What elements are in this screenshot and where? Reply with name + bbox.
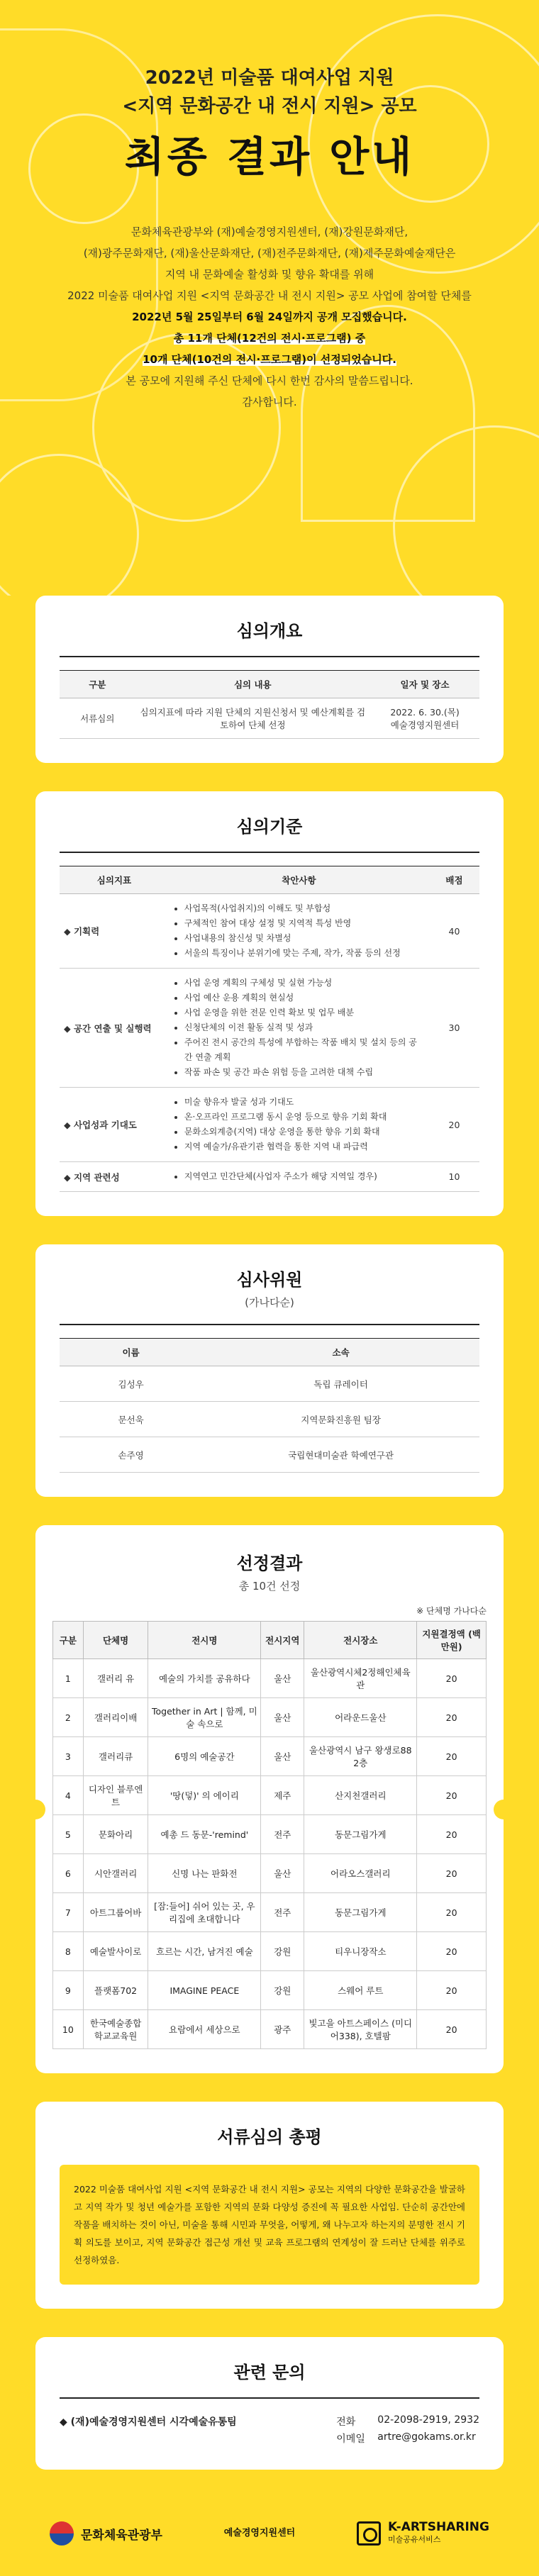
intro-line: 감사합니다. [242, 396, 297, 408]
overview-table [60, 670, 479, 739]
table-header: 심의 내용 [135, 671, 371, 698]
result-no: 2 [53, 1698, 84, 1737]
table-header: 구분 [53, 1622, 84, 1659]
table-header: 배점 [429, 866, 479, 894]
jury-org: 국립현대미술관 학예연구관 [202, 1437, 479, 1473]
criteria-score: 10 [429, 1162, 479, 1192]
result-title: [잠:들어] 쉬어 있는 곳, 우리집에 초대합니다 [148, 1893, 261, 1932]
table-row [53, 1971, 487, 2010]
result-amount: 20 [417, 1815, 487, 1854]
table-row [53, 1815, 487, 1854]
result-region: 울산 [261, 1659, 304, 1698]
table-row [53, 1737, 487, 1776]
email-label: 이메일 [336, 2433, 365, 2445]
criteria-item: • 주어진 전시 공간의 특성에 부합하는 작품 배치 및 설치 등의 공간 연출 계획 [184, 1035, 425, 1065]
decor-shape [393, 425, 539, 596]
section-title: 심사위원 [236, 1270, 303, 1290]
section-subtitle: (가나다순) [245, 1296, 294, 1309]
result-org: 한국예술종합 학교교육원 [83, 2010, 148, 2049]
result-no: 6 [53, 1854, 84, 1893]
results-card [35, 1525, 504, 2073]
result-no: 5 [53, 1815, 84, 1854]
result-title: 신명 나는 판화전 [148, 1854, 261, 1893]
result-org: 디자인 블루엔트 [83, 1776, 148, 1815]
criteria-score: 30 [429, 969, 479, 1088]
jury-card [35, 1244, 504, 1497]
table-header: 전시명 [148, 1622, 261, 1659]
table-row [60, 1366, 479, 1402]
result-place: 어라운드울산 [304, 1698, 417, 1737]
table-cell: 서류심의 [60, 698, 135, 739]
section-title: 선정결과 [236, 1554, 303, 1573]
criteria-item: • 작품 파손 및 공간 파손 위험 등을 고려한 대책 수립 [184, 1065, 425, 1080]
result-title: 예술의 가치를 공유하다 [148, 1659, 261, 1698]
intro-line: 총 11개 단체(12건의 전시·프로그램) 중 [173, 332, 366, 345]
result-org: 갤러리큐 [83, 1737, 148, 1776]
result-no: 1 [53, 1659, 84, 1698]
table-header: 단체명 [83, 1622, 148, 1659]
table-row [60, 894, 479, 969]
section-title: 심의기준 [236, 817, 303, 837]
result-place: 빛고을 아트스페이스 (미디어338), 호텔팜 [304, 2010, 417, 2049]
intro-line: 10개 단체(10건의 전시·프로그램)이 선정되었습니다. [143, 353, 396, 366]
table-row [53, 1893, 487, 1932]
result-amount: 20 [417, 1737, 487, 1776]
section-title: 서류심의 총평 [217, 2127, 322, 2147]
criteria-score: 40 [429, 894, 479, 969]
intro-line: (재)광주문화재단, (재)울산문화재단, (재)전주문화재단, (재)제주문화예술재단은 [83, 247, 456, 260]
criteria-item: • 지역 예술가/유관기관 협력을 통한 지역 내 파급력 [184, 1139, 425, 1154]
intro-line: 2022년 5월 25일부터 6월 24일까지 공개 모집했습니다. [132, 311, 407, 323]
table-row [60, 1088, 479, 1162]
result-title: 요람에서 세상으로 [148, 2010, 261, 2049]
jury-org: 독립 큐레이터 [202, 1366, 479, 1402]
results-table [52, 1621, 487, 2049]
gokams-name: 예술경영지원센터 [223, 2528, 296, 2538]
intro-text [0, 221, 539, 413]
result-place: 어라오스갤러리 [304, 1854, 417, 1893]
page-title: 최종 결과 안내 [124, 133, 415, 181]
overview-date: 2022. 6. 30.(목) [390, 707, 460, 718]
criteria-item: • 문화소외계층(지역) 대상 운영을 통한 향유 기회 확대 [184, 1125, 425, 1139]
result-amount: 20 [417, 1698, 487, 1737]
table-row [60, 1162, 479, 1192]
result-org: 아트그룹어바 [83, 1893, 148, 1932]
criteria-item: • 사업 예산 운용 계획의 현실성 [184, 991, 425, 1005]
table-header: 전시장소 [304, 1622, 417, 1659]
contact-card [35, 2337, 504, 2470]
intro-line: 지역 내 문화예술 활성화 및 향유 확대를 위해 [165, 268, 374, 281]
result-region: 울산 [261, 1737, 304, 1776]
table-row [53, 1932, 487, 1971]
result-region: 전주 [261, 1893, 304, 1932]
table-header: 착안사항 [169, 866, 429, 894]
gokams-logo [224, 2527, 295, 2540]
table-row [60, 1402, 479, 1437]
result-region: 전주 [261, 1815, 304, 1854]
result-region: 울산 [261, 1698, 304, 1737]
table-row [53, 1776, 487, 1815]
result-title: Together in Art | 함께, 미술 속으로 [148, 1698, 261, 1737]
jury-name: 김성우 [60, 1366, 202, 1402]
result-org: 갤러리 유 [83, 1659, 148, 1698]
k-artsharing-icon [357, 2521, 381, 2546]
result-org: 문화아리 [83, 1815, 148, 1854]
criteria-name: ◆ 지역 관련성 [60, 1162, 169, 1192]
table-header: 구분 [60, 671, 135, 698]
table-row [60, 698, 479, 739]
result-region: 강원 [261, 1971, 304, 2010]
result-org: 시안갤러리 [83, 1854, 148, 1893]
result-place: 동문그림가게 [304, 1815, 417, 1854]
contact-org: ◆ (재)예술경영지원센터 시각예술유통팀 [60, 2416, 237, 2428]
result-title: 예총 드 동문-'remind' [148, 1815, 261, 1854]
result-org: 갤러리이배 [83, 1698, 148, 1737]
result-no: 10 [53, 2010, 84, 2049]
footer [0, 2491, 539, 2576]
mcst-logo [50, 2521, 162, 2546]
criteria-item: • 사업 운영 계획의 구체성 및 실현 가능성 [184, 976, 425, 991]
ks-main: K-ARTSHARING [387, 2520, 489, 2534]
jury-name: 문선욱 [60, 1402, 202, 1437]
result-no: 7 [53, 1893, 84, 1932]
result-org: 예술발사이로 [83, 1932, 148, 1971]
result-amount: 20 [417, 1932, 487, 1971]
criteria-card [35, 791, 504, 1216]
ks-sub: 미술공유서비스 [387, 2535, 441, 2544]
result-org: 플랫폼702 [83, 1971, 148, 2010]
criteria-table [60, 866, 479, 1192]
table-header: 소속 [202, 1339, 479, 1366]
intro-line: 본 공모에 지원해 주신 단체에 다시 한번 감사의 말씀드립니다. [126, 374, 413, 387]
section-title: 관련 문의 [233, 2363, 306, 2382]
result-title: 6명의 예술공간 [148, 1737, 261, 1776]
criteria-item: • 미술 향유자 발굴 성과 기대도 [184, 1095, 425, 1110]
result-region: 광주 [261, 2010, 304, 2049]
table-header: 이름 [60, 1339, 202, 1366]
jury-org: 지역문화진흥원 팀장 [202, 1402, 479, 1437]
section-title: 심의개요 [236, 621, 303, 641]
table-row [53, 1659, 487, 1698]
taegeuk-icon [50, 2521, 74, 2546]
phone-label: 전화 [336, 2416, 356, 2428]
result-place: 산지천갤러리 [304, 1776, 417, 1815]
table-header: 전시지역 [261, 1622, 304, 1659]
result-no: 3 [53, 1737, 84, 1776]
criteria-item: • 지역연고 민간단체(사업자 주소가 해당 지역일 경우) [184, 1169, 425, 1184]
result-region: 울산 [261, 1854, 304, 1893]
criteria-name: ◆ 공간 연출 및 실행력 [60, 969, 169, 1088]
section-subtitle: 총 10건 선정 [238, 1580, 301, 1593]
table-row [53, 1854, 487, 1893]
table-header: 지원결정액 (백만원) [417, 1622, 487, 1659]
table-cell: 심의지표에 따라 지원 단체의 지원신청서 및 예산계획를 검토하여 단체 선정 [135, 698, 371, 739]
result-no: 9 [53, 1971, 84, 2010]
header-line-1: 2022년 미술품 대여사업 지원 [145, 67, 394, 89]
summary-card [35, 2102, 504, 2309]
summary-text: 2022 미술품 대여사업 지원 <지역 문화공간 내 전시 지원> 공모는 지역의 다양한 문화공간을 발굴하고 지역 작가 및 청년 예술가를 포함한 지역의 문화 다양성 증진에 꼭 필요한 사업임. 단순히 공간안에 작품을 배치하는 것이 아닌, 미술을 통해 시민과 무엇을, 어떻게, 왜 나누고자 하는지의 분명한 전시 기획 의도를 보이고, 지역 문화공간 접근성 개선 및 교육 프로그램의 연계성이 잘 드러난 단체를 위주로 선정하였음. [60, 2165, 479, 2285]
result-no: 8 [53, 1932, 84, 1971]
jury-name: 손주영 [60, 1437, 202, 1473]
result-amount: 20 [417, 1854, 487, 1893]
result-amount: 20 [417, 1893, 487, 1932]
result-amount: 20 [417, 1776, 487, 1815]
hero [0, 0, 539, 596]
k-artsharing-logo [357, 2521, 489, 2546]
result-place: 티우니장작소 [304, 1932, 417, 1971]
criteria-item: • 구체적인 참여 대상 설정 및 지역적 특성 반영 [184, 916, 425, 931]
result-place: 동문그림가게 [304, 1893, 417, 1932]
result-title: '땅(덯)' 의 에이리 [148, 1776, 261, 1815]
result-place: 울산광역시 남구 왕생로88 2층 [304, 1737, 417, 1776]
table-row [53, 1698, 487, 1737]
criteria-score: 20 [429, 1088, 479, 1162]
criteria-name: ◆ 기획력 [60, 894, 169, 969]
email-value[interactable]: artre@gokams.or.kr [377, 2431, 476, 2443]
criteria-item: • 사업 운영을 위한 전문 인력 확보 및 업무 배분 [184, 1005, 425, 1020]
table-cell [370, 698, 479, 739]
criteria-item: • 사업목적(사업취지)의 이해도 및 부합성 [184, 901, 425, 916]
overview-card [35, 596, 504, 763]
result-title: 흐르는 시간, 남겨진 예술 [148, 1932, 261, 1971]
decor-shape [0, 454, 139, 596]
criteria-item: • 신청단체의 이전 활동 실적 및 성과 [184, 1020, 425, 1035]
criteria-item: • 사업내용의 참신성 및 차별성 [184, 931, 425, 946]
result-amount: 20 [417, 1971, 487, 2010]
table-row [60, 1437, 479, 1473]
criteria-item: • 온·오프라인 프로그램 동시 운영 등으로 향유 기회 확대 [184, 1110, 425, 1125]
criteria-name: ◆ 사업성과 기대도 [60, 1088, 169, 1162]
result-no: 4 [53, 1776, 84, 1815]
intro-line: 문화체육관광부와 (재)예술경영지원센터, (재)강원문화재단, [130, 225, 409, 238]
result-title: IMAGINE PEACE [148, 1971, 261, 2010]
criteria-item: • 서울의 특징이나 분위기에 맞는 주제, 작가, 작품 등의 선정 [184, 946, 425, 961]
intro-line: 2022 미술품 대여사업 지원 <지역 문화공간 내 전시 지원> 공모 사업에 참여할 단체를 [67, 289, 472, 302]
result-amount: 20 [417, 1659, 487, 1698]
table-header: 일자 및 장소 [370, 671, 479, 698]
result-place: 울산광역시체2정해인체육관 [304, 1659, 417, 1698]
table-row [53, 2010, 487, 2049]
result-region: 강원 [261, 1932, 304, 1971]
table-row [60, 969, 479, 1088]
table-header: 심의지표 [60, 866, 169, 894]
mcst-name: 문화체육관광부 [81, 2528, 162, 2543]
result-place: 스웨어 루트 [304, 1971, 417, 2010]
header-line-2: <지역 문화공간 내 전시 지원> 공모 [122, 96, 417, 117]
jury-table [60, 1338, 479, 1473]
results-note: ※ 단체명 가나다순 [416, 1606, 487, 1616]
result-amount: 20 [417, 2010, 487, 2049]
phone-value[interactable]: 02-2098-2919, 2932 [377, 2414, 479, 2426]
result-region: 제주 [261, 1776, 304, 1815]
overview-place: 예술경영지원센터 [390, 720, 460, 730]
